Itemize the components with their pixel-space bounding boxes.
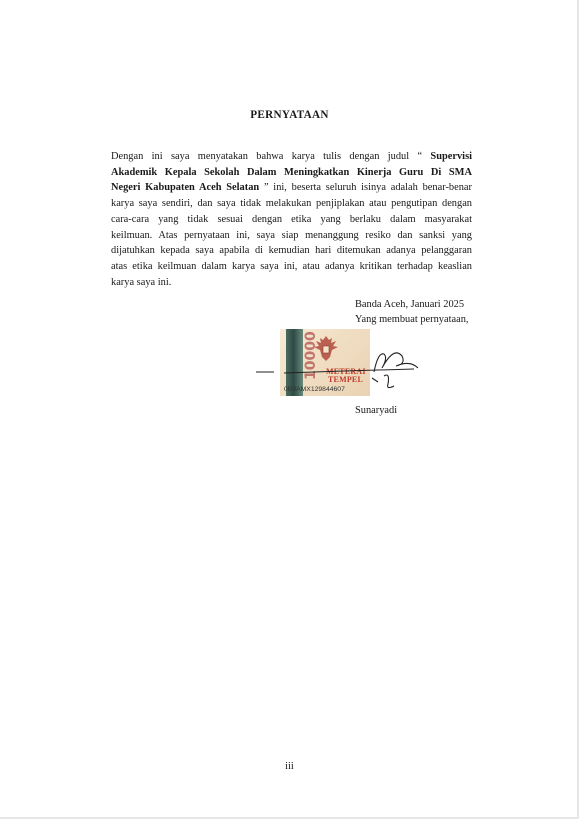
- handwritten-signature: [254, 342, 426, 394]
- page-title: PERNYATAAN: [250, 109, 329, 121]
- statement-paragraph: [111, 149, 472, 290]
- signer-name: Sunaryadi: [355, 405, 398, 416]
- paragraph-text: Dengan ini saya menyatakan bahwa karya tulis dengan judul “: [111, 151, 423, 162]
- maker-label: Yang membuat pernyataan,: [355, 314, 469, 325]
- thesis-title-text: Negeri Kabupaten Aceh Selatan: [111, 182, 260, 194]
- stamp-label-meterai: METERAI: [326, 367, 366, 376]
- stamp-value: 10000: [303, 331, 319, 381]
- paragraph-line: dijatuhkan kepada saya apabila di kemudian hari ditemukan adanya pelanggaran: [111, 245, 472, 257]
- stamp-serial: 0B9AMX129844607: [284, 386, 345, 393]
- paragraph-line: cara-cara yang tidak sesuai dengan etika yang berlaku dalam masyarakat: [111, 213, 472, 225]
- paragraph-line: [111, 165, 472, 181]
- paragraph-line: karya saya ini.: [111, 276, 172, 288]
- paragraph-line: karya saya sendiri, dan saya tidak melakukan penjiplakan atau pengutipan dengan: [111, 198, 472, 210]
- thesis-title-text: Supervisi: [430, 151, 472, 162]
- paragraph-line: keilmuan. Atas pernyataan ini, saya siap menanggung resiko dan sanksi yang: [111, 229, 472, 241]
- thesis-title-text: Akademik Kepala Sekolah Dalam Meningkatkan Kinerja Guru Di SMA: [111, 166, 472, 178]
- paragraph-text: ” ini, beserta seluruh isinya adalah benar-benar: [259, 182, 472, 194]
- paragraph-line: atas etika keilmuan dalam karya saya ini, atau adanya kritikan terhadap keaslian: [111, 260, 472, 272]
- stamp-label-tempel: TEMPEL: [328, 375, 363, 384]
- paragraph-line: [111, 149, 472, 165]
- page-number: iii: [285, 761, 294, 772]
- place-date: Banda Aceh, Januari 2025: [355, 299, 465, 310]
- paragraph-line: [111, 180, 472, 196]
